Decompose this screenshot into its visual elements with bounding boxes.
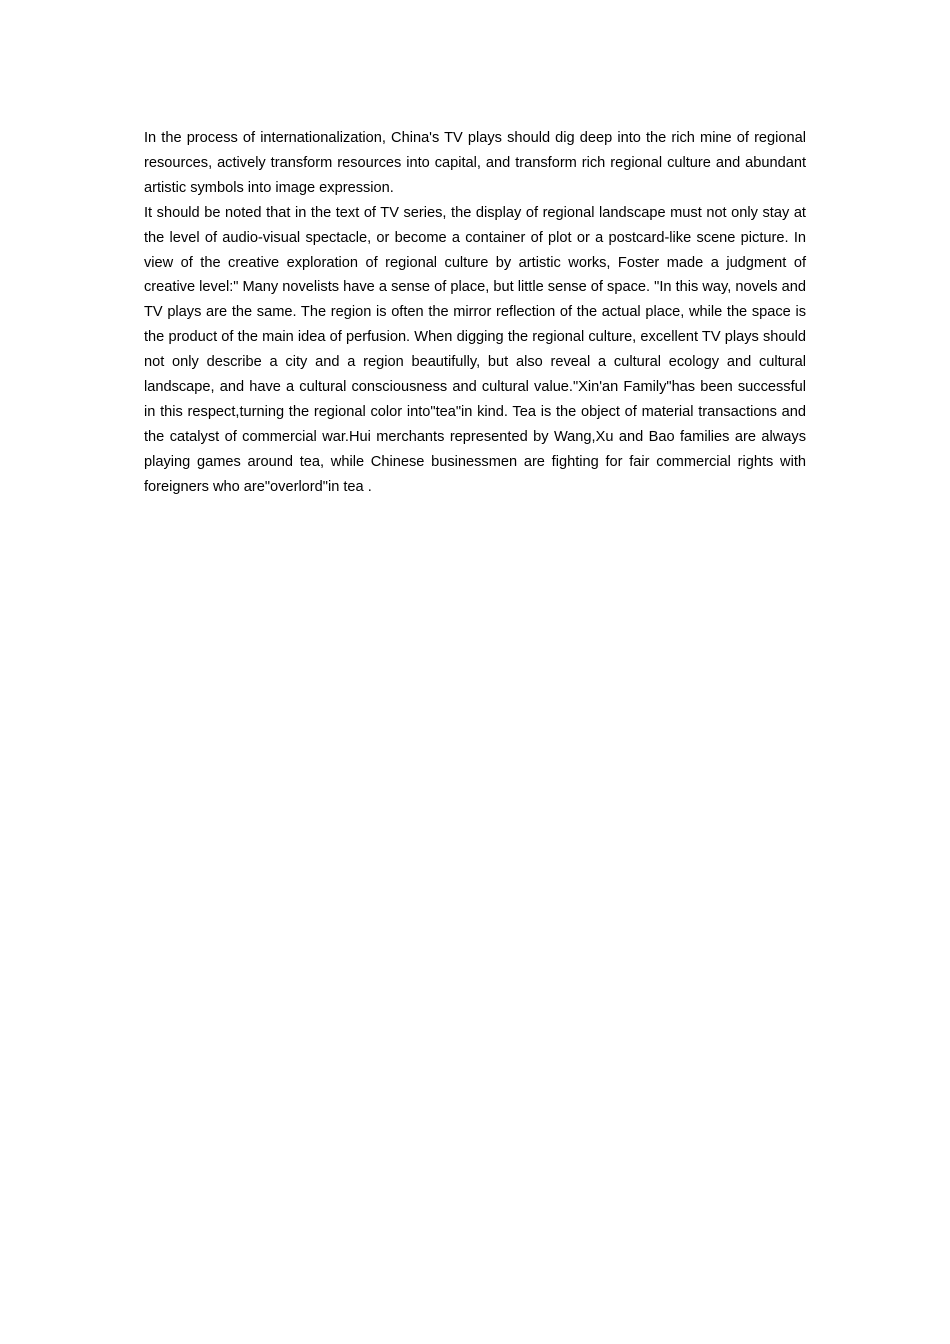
paragraph-1: In the process of internationalization, China's TV plays should dig deep into the rich mine of regional resources, actively transform resources into capital, and transform rich regional culture and abundant artistic symbols into image expression.	[144, 130, 806, 196]
paragraph-2: It should be noted that in the text of TV series, the display of regional landscape must not only stay at the level of audio-visual spectacle, or become a container of plot or a postcard-like scene picture. In view of the creative exploration of regional culture by artistic works, Foster made a judgment of creative level:" Many novelists have a sense of place, but little sense of space. "In this way, novels and TV plays are the same. The region is often the mirror reflection of the actual place, while the space is the product of the main idea of perfusion. When digging the regional culture, excellent TV plays should not only describe a city and a region beautifully, but also reveal a cultural ecology and cultural landscape, and have a cultural consciousness and cultural value."Xin'an Family"has been successful in this respect,turning the regional color into"tea"in kind. Tea is the object of material transactions and the catalyst of commercial war.Hui merchants represented by Wang,Xu and Bao families are always playing games around tea, while Chinese businessmen are fighting for fair commercial rights with foreigners who are"overlord"in tea .	[144, 204, 806, 495]
body-text	[144, 126, 806, 500]
